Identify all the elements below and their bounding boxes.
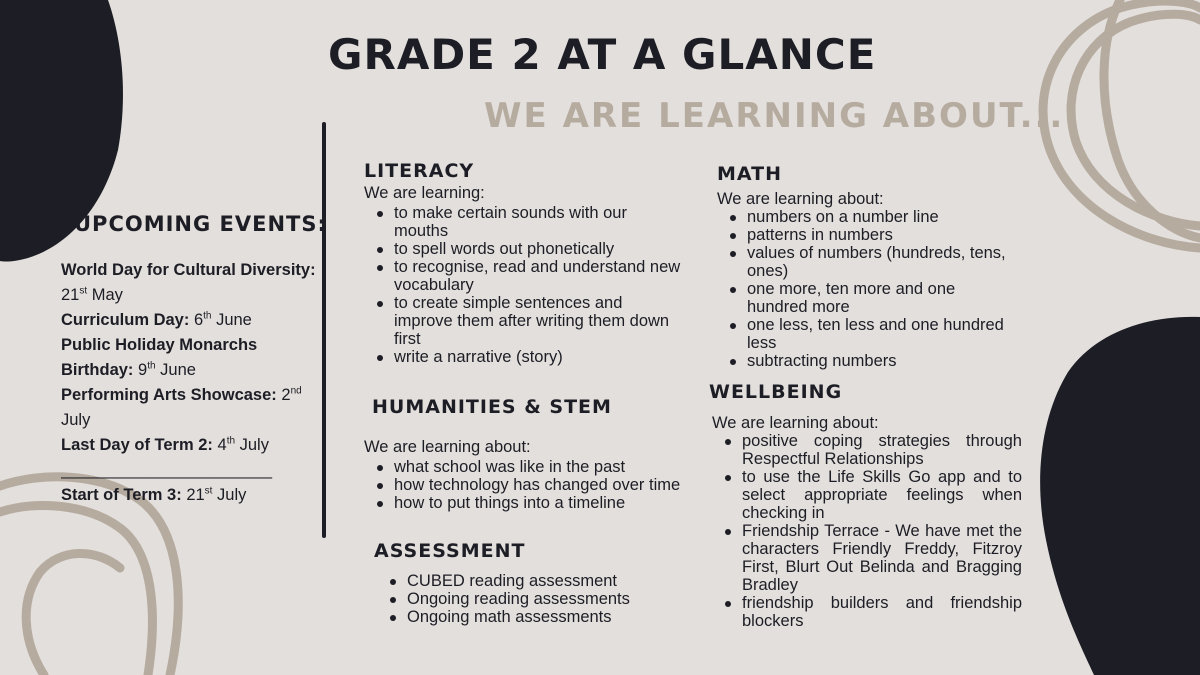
list-item: to make certain sounds with our mouths [364,204,684,240]
event-item [61,308,323,333]
list-item: write a narrative (story) [364,348,684,366]
page-subtitle: WE ARE LEARNING ABOUT... [484,96,1065,136]
humanities-heading: HUMANITIES & STEM [372,396,612,418]
event-day-suffix: st [79,285,88,297]
event-day: 9 [138,361,148,379]
upcoming-events-heading: UPCOMING EVENTS: [74,212,327,236]
literacy-heading: LITERACY [364,160,475,182]
event-day-suffix: th [226,435,236,447]
list-item: values of numbers (hundreds, tens, ones) [717,244,1017,280]
event-day-suffix: th [203,310,212,322]
math-list [717,208,1017,370]
event-day-suffix: th [147,360,156,372]
event-month: June [160,361,196,379]
event-label: Public Holiday Monarchs Birthday: [61,336,258,379]
wellbeing-intro: We are learning about: [712,414,879,432]
event-item [61,433,323,458]
list-item: what school was like in the past [364,458,684,476]
list-item: to use the Life Skills Go app and to select appropriate feelings when checking in [712,468,1022,522]
list-item: to spell words out phonetically [364,240,684,258]
event-month: July [239,436,269,454]
list-item: Friendship Terrace - We have met the characters Friendly Freddy, Fitzroy First, Blurt Out Belinda and Bragging Bradley [712,522,1022,594]
humanities-intro: We are learning about: [364,438,531,456]
event-month: May [91,286,123,304]
list-item: how technology has changed over time [364,476,684,494]
list-item: patterns in numbers [717,226,1017,244]
wellbeing-heading: WELLBEING [709,381,843,403]
list-item: CUBED reading assessment [377,572,677,590]
scribble-ring-top-right [1043,0,1200,248]
wellbeing-list [712,432,1022,630]
literacy-list [364,204,684,366]
list-item: how to put things into a timeline [364,494,684,512]
event-day: 6 [193,311,204,329]
list-item: Ongoing reading assessments [377,590,677,608]
event-day: 21 [61,286,80,304]
event-item [61,258,323,308]
math-intro: We are learning about: [717,190,884,208]
event-day: 21 [186,486,205,504]
event-day-suffix: st [204,485,213,497]
event-month: July [61,411,91,429]
list-item: subtracting numbers [717,352,1017,370]
event-item [61,483,323,508]
list-item: Ongoing math assessments [377,608,677,626]
math-heading: MATH [717,163,782,185]
list-item: numbers on a number line [717,208,1017,226]
event-label: Start of Term 3: [61,486,182,504]
page-title: GRADE 2 AT A GLANCE [328,30,877,79]
dark-blob-bottom-right [1040,317,1200,675]
event-separator: _______________________ [61,461,273,479]
event-label: Last Day of Term 2: [61,436,213,454]
event-item [61,333,323,383]
event-month: June [216,311,252,329]
list-item: to recognise, read and understand new vocabulary [364,258,684,294]
assessment-list [377,572,677,626]
event-day: 2 [281,386,291,404]
event-day: 4 [217,436,227,454]
assessment-heading: ASSESSMENT [374,540,526,562]
upcoming-events-list [61,258,323,508]
event-label: Performing Arts Showcase: [61,386,277,404]
event-label: World Day for Cultural Diversity: [61,261,316,279]
list-item: one less, ten less and one hundred less [717,316,1017,352]
list-item: friendship builders and friendship blockers [712,594,1022,630]
event-day-suffix: nd [290,385,302,397]
event-item [61,383,323,433]
event-month: July [217,486,247,504]
list-item: to create simple sentences and improve them after writing them down first [364,294,684,348]
list-item: positive coping strategies through Respectful Relationships [712,432,1022,468]
literacy-intro: We are learning: [364,184,485,202]
humanities-list [364,458,684,512]
list-item: one more, ten more and one hundred more [717,280,1017,316]
event-label: Curriculum Day: [61,311,190,329]
